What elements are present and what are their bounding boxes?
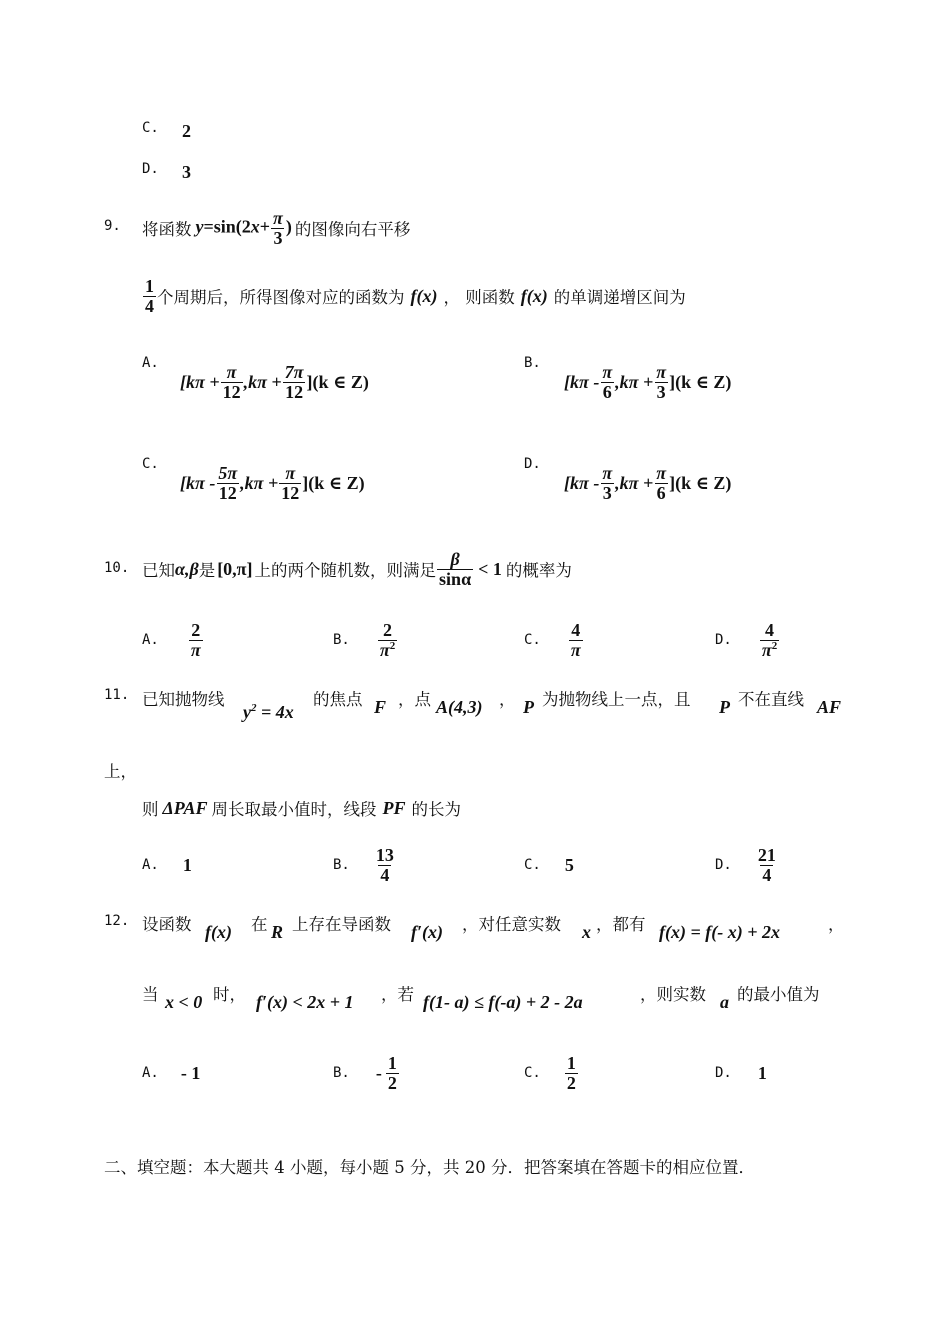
q11-triangle: ΔPAF — [162, 797, 208, 818]
q11-text-4: ， — [499, 690, 516, 709]
q12-text-8: 时， — [213, 985, 246, 1004]
q10-number: 10. — [104, 560, 130, 576]
q12-text-10: ，则实数 — [640, 985, 706, 1004]
q11-option-c: C. 5 — [524, 854, 574, 875]
q9-stem-line2 — [142, 272, 686, 320]
q12-number: 12. — [104, 913, 130, 929]
q12-R: R — [271, 922, 284, 942]
q11-point-A: A(4,3) — [436, 697, 483, 717]
q8-c-label: C. — [142, 120, 159, 136]
q12-text-7: 当 — [142, 985, 159, 1004]
q10-alpha-beta: α,β — [175, 558, 199, 579]
q9-pi-over-3: $\frac{\pi}{3}$ — [273, 207, 283, 248]
q11-text-2: 的焦点 — [313, 690, 363, 709]
q12-a: a — [720, 992, 729, 1012]
q11-option-d: D. $\frac{21}{4}$ — [715, 844, 776, 885]
section2-heading: 二、填空题：本大题共 4 小题，每小题 5 分，共 20 分．把答案填在答题卡的相应位置． — [104, 1158, 755, 1177]
q10-option-c: C. $\frac{4}{\pi}$ — [524, 619, 581, 660]
q9-stem-line1 — [142, 204, 410, 252]
q10-lt1: < 1 — [478, 558, 502, 579]
q12-fprime-x: f′(x) — [411, 922, 444, 942]
q9-stem-text-2: 的图像向右平移 — [294, 220, 411, 239]
q11-text-6: 不在直线 — [738, 690, 804, 709]
q8-d-label: D. — [142, 161, 159, 177]
q12-fx: f(x) — [205, 922, 232, 942]
q9-fx-2: f(x) — [520, 285, 548, 306]
q10-option-b: B. $\frac{2}{\pi^2}$ — [333, 619, 396, 660]
q11-text-7: 上， — [104, 762, 137, 781]
q10-stem: 已知 α,β 是 [0,π] 上的两个随机数，则满足 $\frac{\beta}{\sin\alpha}$ < 1 的概率为 — [142, 548, 572, 589]
q9-number: 9. — [104, 218, 121, 234]
q11-options — [142, 836, 842, 894]
q9-quarter: $\frac{1}{4}$ — [145, 275, 154, 316]
q11-line3: 则 ΔPAF 周长取最小值时，线段 PF 的长为 — [142, 797, 461, 819]
q9-func-close: ) — [285, 216, 292, 237]
q12-option-c: C. $\frac{1}{2}$ — [524, 1052, 576, 1093]
q12-text-3: 上存在导函数 — [292, 915, 391, 934]
q12-text-6: ， — [828, 915, 845, 934]
q12-text-2: 在 — [251, 915, 268, 934]
q12-option-a: A. - 1 — [142, 1062, 201, 1083]
q11-AF: AF — [817, 697, 842, 717]
q12-text-1: 设函数 — [142, 915, 192, 934]
q9-func-plus: + — [259, 216, 271, 237]
q12-option-b: B. - $\frac{1}{2}$ — [333, 1052, 397, 1093]
q9-func-sin: =sin(2 — [203, 216, 251, 237]
q12-condition: x < 0 — [165, 992, 203, 1012]
q11-text-5: 为抛物线上一点，且 — [542, 690, 691, 709]
q10-interval: [0,π] — [217, 558, 253, 579]
q9-stem-text-5: 的单调递增区间为 — [553, 288, 686, 307]
q11-option-b: B. $\frac{13}{4}$ — [333, 844, 394, 885]
q11-number: 11. — [104, 687, 130, 703]
q11-P: P — [523, 697, 534, 717]
q11-text-1: 已知抛物线 — [142, 690, 225, 709]
q11-P2: P — [719, 697, 730, 717]
q8-d-value: 3 — [182, 162, 191, 182]
q12-text-5: ，都有 — [596, 915, 646, 934]
q11-option-a: A. 1 — [142, 854, 192, 875]
q11-PF: PF — [382, 797, 406, 818]
q10-option-d: D. $\frac{4}{\pi^2}$ — [715, 619, 778, 660]
q11-F: F — [374, 697, 387, 717]
q9-stem-text-1: 将函数 — [142, 220, 192, 239]
q12-inequality-1: f′(x) < 2x + 1 — [256, 992, 354, 1012]
q9-stem-text-3: 个周期后，所得图像对应的函数为 — [157, 288, 405, 307]
q9-fx-1: f(x) — [410, 285, 438, 306]
q9-func-x: x — [250, 216, 260, 237]
q10-beta-over-sin: $\frac{\beta}{\sin\alpha}$ — [439, 548, 472, 589]
q10-option-a: A. $\frac{2}{\pi}$ — [142, 619, 201, 660]
q12-x: x — [582, 922, 591, 942]
q12-equation-1: f(x) = f(- x) + 2x — [659, 922, 780, 942]
q12-options — [142, 1044, 842, 1102]
q10-options — [142, 612, 842, 668]
q8-c-value: 2 — [182, 121, 191, 141]
q12-text-4: ，对任意实数 — [462, 915, 561, 934]
q12-text-9: ，若 — [381, 985, 414, 1004]
q12-text-11: 的最小值为 — [737, 985, 820, 1004]
q11-text-3: ，点 — [398, 690, 431, 709]
q9-stem-text-4: ， 则函数 — [443, 288, 515, 307]
q12-inequality-2: f(1- a) ≤ f(-a) + 2 - 2a — [423, 992, 583, 1012]
q9-func-y: y — [195, 216, 204, 237]
q12-option-d: D. 1 — [715, 1062, 767, 1083]
q11-parabola: $y^2 = 4x$ — [243, 702, 294, 722]
